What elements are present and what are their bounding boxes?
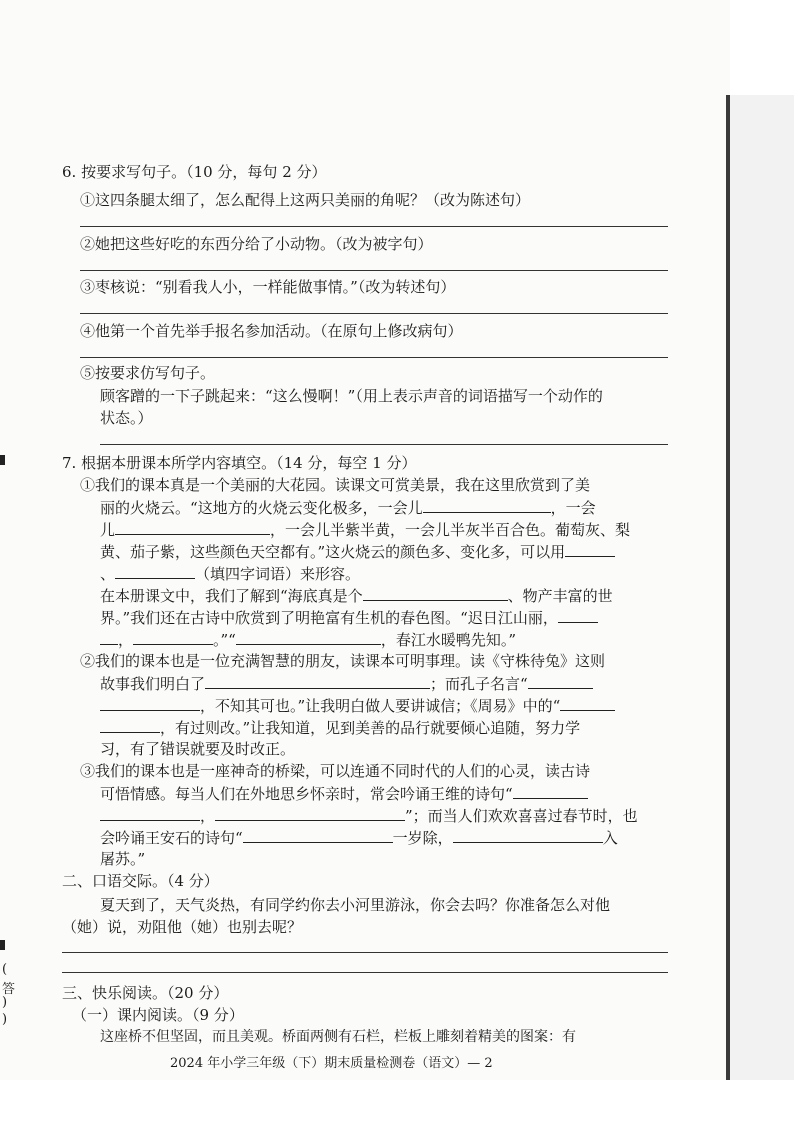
q6-sentence-5-example-end: 状态。） xyxy=(100,409,153,427)
fill-blank[interactable] xyxy=(243,827,393,843)
binding-mark xyxy=(0,940,5,950)
q6-sentence-3: ③枣核说：“别看我人小，一样能做事情。”（改为转述句） xyxy=(80,278,456,296)
q6-sentence-1: ①这四条腿太细了，怎么配得上这两只美丽的角呢？（改为陈述句） xyxy=(80,191,531,209)
fill-blank[interactable] xyxy=(115,519,270,535)
text: ，一会儿半紫半黄，一会儿半灰半百合色。葡萄灰、梨 xyxy=(270,521,631,539)
q6-sentence-5: ⑤按要求仿写句子。 xyxy=(80,364,216,382)
q7-p1-line xyxy=(100,541,615,562)
text: 儿 xyxy=(100,521,116,539)
q7-p1-line xyxy=(100,497,596,518)
answer-line[interactable] xyxy=(62,952,668,953)
fill-blank[interactable] xyxy=(133,629,213,645)
text: ”；而当人们欢欢喜喜过春节时，也 xyxy=(405,807,638,825)
q7-p1-line: ①我们的课本真是一个美丽的大花园。读课文可赏美景，我在这里欣赏到了美 xyxy=(80,476,591,494)
text: 黄、茄子紫，这些颜色天空都有。”这火烧云的颜色多、变化多，可以用 xyxy=(100,543,566,561)
q7-p2-line xyxy=(100,673,593,694)
text: 可悟情感。每当人们在外地思乡怀亲时，常会吟诵王维的诗句“ xyxy=(100,785,513,803)
text: ；而孔子名言“ xyxy=(430,675,528,693)
text: ， xyxy=(200,807,216,825)
q7-p1-line xyxy=(100,607,598,628)
text: 、物产丰富的世 xyxy=(507,587,613,605)
question-6-title: 6. 按要求写句子。（10 分，每句 2 分） xyxy=(62,163,327,181)
fill-blank[interactable] xyxy=(565,541,615,557)
text: 界。”我们还在古诗中欣赏到了明艳富有生机的春色图。“迟日江山丽， xyxy=(100,609,558,627)
text: 一岁除， xyxy=(392,829,453,847)
section-2-title: 二、口语交际。（4 分） xyxy=(62,872,219,890)
side-mark: ) xyxy=(2,1012,8,1027)
fill-blank[interactable] xyxy=(423,497,551,513)
section-3-title: 三、快乐阅读。（20 分） xyxy=(62,984,229,1002)
text: 入 xyxy=(602,829,618,847)
text: 故事我们明白了 xyxy=(100,675,206,693)
answer-line[interactable] xyxy=(80,226,668,227)
q7-p1-line xyxy=(100,629,516,650)
q7-p2-line: 习，有了错误就要及时改正。 xyxy=(100,740,296,758)
fill-blank[interactable] xyxy=(528,673,593,689)
q6-sentence-4: ④他第一个首先举手报名参加活动。（在原句上修改病句） xyxy=(80,322,463,340)
q6-sentence-2: ②她把这些好吃的东西分给了小动物。（改为被字句） xyxy=(80,235,433,253)
q7-p3-line: 屠苏。” xyxy=(100,850,146,868)
q7-p2-line: ②我们的课本也是一位充满智慧的朋友，读课本可明事理。读《守株待兔》这则 xyxy=(80,652,606,670)
binding-mark xyxy=(0,455,5,465)
q7-p1-line xyxy=(100,519,630,540)
text: 。”“ xyxy=(213,631,236,649)
reading-passage: 这座桥不但坚固，而且美观。桥面两侧有石栏，栏板上雕刻着精美的图案：有 xyxy=(100,1029,576,1045)
fill-blank[interactable] xyxy=(100,629,118,645)
answer-line[interactable] xyxy=(80,270,668,271)
question-7-title: 7. 根据本册课本所学内容填空。（14 分，每空 1 分） xyxy=(62,454,417,472)
fill-blank[interactable] xyxy=(100,805,200,821)
text: ，有过则改。”让我知道，见到美善的品行就要倾心追随，努力学 xyxy=(160,719,581,737)
page-edge-background xyxy=(730,95,794,1080)
text: 、 xyxy=(100,565,116,583)
answer-line[interactable] xyxy=(62,972,668,973)
text: ，不知其可也。”让我明白做人要讲诚信；《周易》中的“ xyxy=(200,697,561,715)
fill-blank[interactable] xyxy=(215,805,405,821)
q7-p3-line xyxy=(100,783,588,804)
q7-p2-line xyxy=(100,695,615,716)
q7-p2-line xyxy=(100,717,580,738)
q7-p3-line: ③我们的课本也是一座神奇的桥梁，可以连通不同时代的人们的心灵，读古诗 xyxy=(80,762,591,780)
page-footer: 2024 年小学三年级（下）期末质量检测卷（语文）— 2 xyxy=(170,1056,493,1071)
fill-blank[interactable] xyxy=(560,695,615,711)
side-mark: 答 xyxy=(2,982,16,997)
q7-p1-line xyxy=(100,563,360,584)
q7-p3-line xyxy=(100,827,618,848)
text: ， xyxy=(118,631,134,649)
q6-sentence-5-example: 顾客蹭的一下子跳起来：“这么慢啊！”（用上表示声音的词语描写一个动作的 xyxy=(100,387,603,405)
text: 在本册课文中，我们了解到“海底真是个 xyxy=(100,587,363,605)
fill-blank[interactable] xyxy=(453,827,603,843)
text: ，春江水暖鸭先知。” xyxy=(380,631,517,649)
side-mark: ) xyxy=(2,995,8,1010)
answer-line[interactable] xyxy=(100,444,668,445)
fill-blank[interactable] xyxy=(363,585,508,601)
answer-line[interactable] xyxy=(80,357,668,358)
section-3-subtitle: （一）课内阅读。（9 分） xyxy=(72,1006,244,1024)
answer-line[interactable] xyxy=(80,313,668,314)
side-mark: ( xyxy=(2,962,8,977)
fill-blank[interactable] xyxy=(100,717,160,733)
fill-blank[interactable] xyxy=(115,563,195,579)
text: 会吟诵王安石的诗句“ xyxy=(100,829,243,847)
text: 丽的火烧云。“这地方的火烧云变化极多，一会儿 xyxy=(100,499,423,517)
fill-blank[interactable] xyxy=(236,629,381,645)
q7-p3-line xyxy=(100,805,638,826)
fill-blank[interactable] xyxy=(100,695,200,711)
section-2-prompt: （她）说，劝阻他（她）也别去呢？ xyxy=(62,918,303,936)
q7-p1-line xyxy=(100,585,613,606)
fill-blank[interactable] xyxy=(558,607,598,623)
fill-blank[interactable] xyxy=(513,783,588,799)
text: （填四字词语）来形容。 xyxy=(195,565,361,583)
fill-blank[interactable] xyxy=(205,673,430,689)
text: ，一会 xyxy=(550,499,596,517)
section-2-prompt: 夏天到了，天气炎热，有同学约你去小河里游泳，你会去吗？你准备怎么对他 xyxy=(100,896,611,914)
